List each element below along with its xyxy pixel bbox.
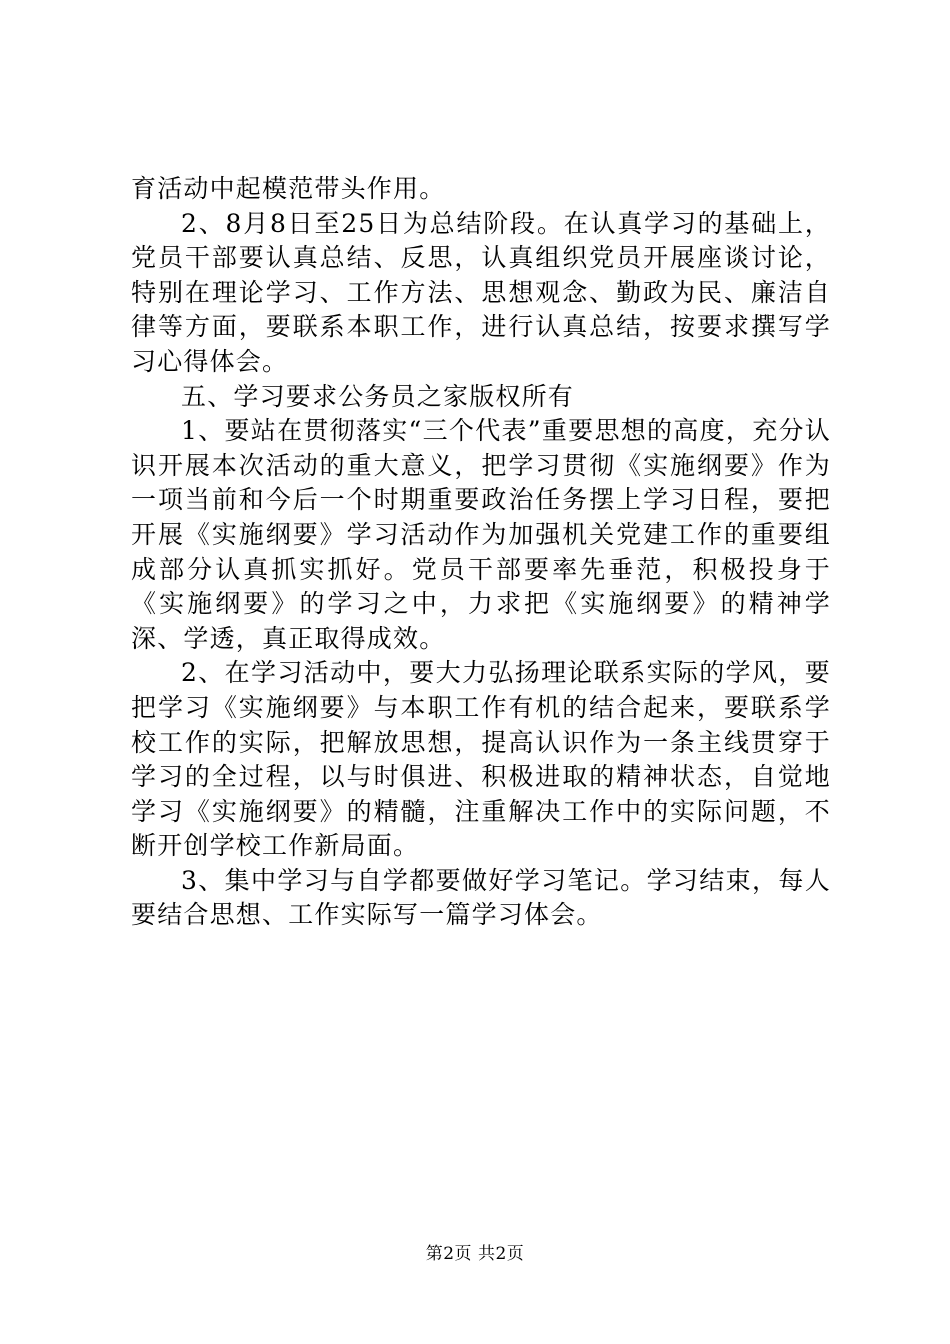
paragraph-requirement-3: 3、集中学习与自学都要做好学习笔记。学习结束，每人要结合思想、工作实际写一篇学习体会。 [131,865,831,930]
paragraph-continuation: 育活动中起模范带头作用。 [131,174,446,203]
section-heading-study-requirements: 五、学习要求公务员之家版权所有 [181,381,575,411]
paragraph-summary-stage: 2、8月8日至25日为总结阶段。在认真学习的基础上，党员干部要认真总结、反思，认真组织党员开展座谈讨论，特别在理论学习、工作方法、思想观念、勤政为民、廉洁自律等方面，要联系本职工作，进行认真总结，按要求撰写学习心得体会。 [131,208,831,376]
paragraph-requirement-2: 2、在学习活动中，要大力弘扬理论联系实际的学风，要把学习《实施纲要》与本职工作有机的结合起来，要联系学校工作的实际，把解放思想，提高认识作为一条主线贯穿于学习的全过程，以与时俱进、积极进取的精神状态，自觉地学习《实施纲要》的精髓，注重解决工作中的实际问题，不断开创学校工作新局面。 [131,658,831,861]
document-body [131,172,831,933]
paragraph-requirement-1: 1、要站在贯彻落实“三个代表”重要思想的高度，充分认识开展本次活动的重大意义，把学习贯彻《实施纲要》作为一项当前和今后一个时期重要政治任务摆上学习日程，要把开展《实施纲要》学习活动作为加强机关党建工作的重要组成部分认真抓实抓好。党员干部要率先垂范，积极投身于《实施纲要》的学习之中，力求把《实施纲要》的精神学深、学透，真正取得成效。 [131,416,831,653]
page-number-footer: 第2页 共2页 [425,1244,525,1264]
